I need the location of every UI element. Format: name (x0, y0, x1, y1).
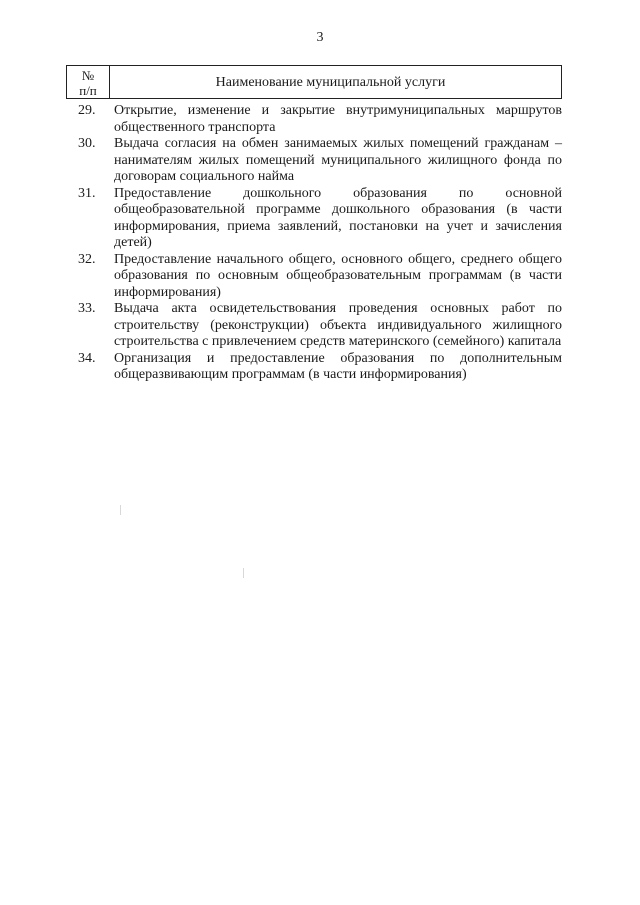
row-service-name: Предоставление начального общего, основного общего, среднего общего образования по основным общеобразовательным программам (в части информирования) (114, 251, 562, 300)
scan-artifact-line (243, 568, 244, 578)
header-number-symbol: № (81, 68, 95, 83)
table-row (66, 252, 562, 302)
row-number: 30. (78, 136, 96, 151)
header-number-column (67, 66, 110, 98)
row-service-name: Выдача согласия на обмен занимаемых жилых помещений гражданам – нанимателям жилых помещений муниципального жилищного фонда по договорам социального найма (114, 136, 562, 184)
row-service-name: Предоставление дошкольного образования по основной общеобразовательной программе дошкольного образования (в части информирования, приема заявлений, постановки на учет и зачисления детей) (114, 185, 562, 250)
row-number: 31. (78, 185, 96, 201)
row-number: 33. (78, 301, 96, 316)
table-row (66, 136, 562, 186)
row-number: 29. (78, 103, 96, 118)
table-row (66, 103, 562, 136)
row-number: 34. (78, 350, 96, 366)
row-number: 32. (78, 251, 96, 267)
service-list (66, 103, 562, 384)
table-row (66, 351, 562, 384)
table-row (66, 186, 562, 252)
table-header (66, 65, 562, 99)
scan-artifact-line (120, 505, 121, 515)
row-service-name: Открытие, изменение и закрытие внутримуниципальных маршрутов общественного транспорта (114, 103, 562, 135)
header-service-title: Наименование муниципальной услуги (215, 75, 446, 90)
page-number: 3 (316, 30, 324, 45)
header-number-abbrev: п/п (79, 83, 97, 98)
table-row (66, 301, 562, 351)
row-service-name: Выдача акта освидетельствования проведения основных работ по строительству (реконструкции) объекта индивидуального жилищного строительства с привлечением средств материнского (семейного) капитала (114, 301, 562, 349)
row-service-name: Организация и предоставление образования по дополнительным общеразвивающим программам (в части информирования) (114, 350, 562, 382)
